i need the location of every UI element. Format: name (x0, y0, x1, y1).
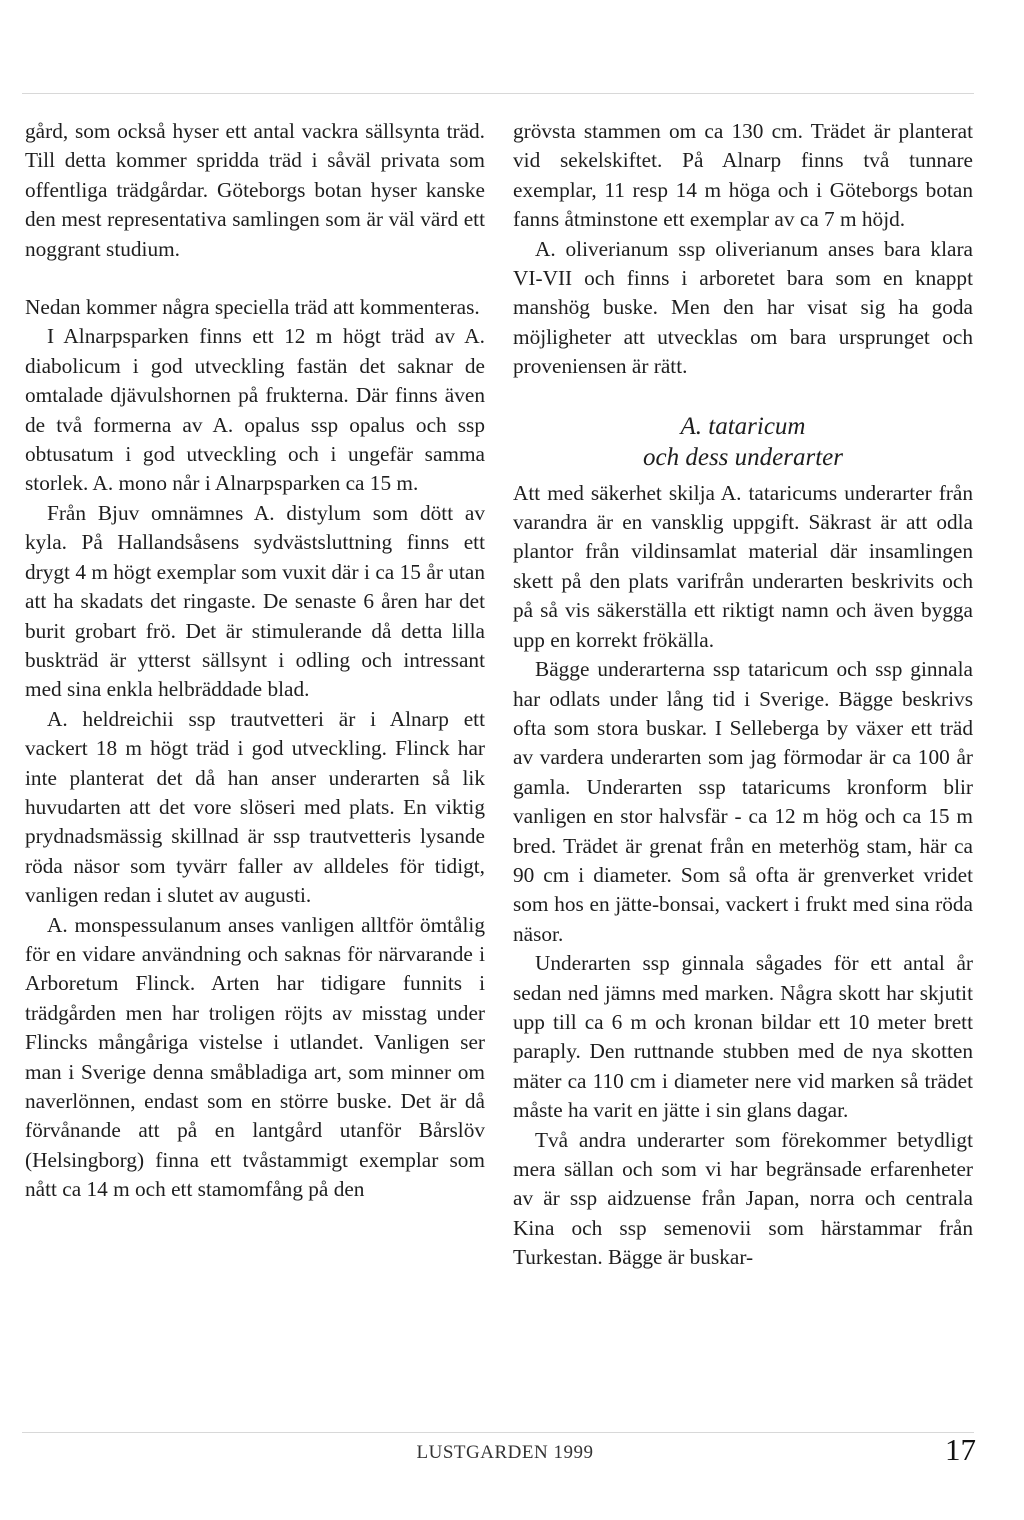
left-column (25, 117, 485, 1205)
right-column (513, 117, 973, 1273)
bottom-rule (22, 1432, 974, 1433)
section-heading-line-1: A. tataricum (680, 412, 806, 440)
right-paragraph-6: Två andra underarter som förekommer betydligt mera sällan och som vi har begränsade erfarenheter av är ssp aidzuense från Japan, norra och centrala Kina och ssp semenovii som härstammar från Turkestan. Bägge är buskar- (513, 1127, 973, 1270)
left-paragraph-2: Nedan kommer några speciella träd att kommenteras. (25, 295, 480, 320)
footer-publication-title: LUSTGARDEN 1999 (416, 1442, 594, 1463)
right-paragraph-3: Att med säkerhet skilja A. tataricums underarter från varandra är en vansklig uppgift. Säkrast är att odla plantor från vildinsamlat material där insamlingen skett på den plats varifrån underarten beskrivits och på så vis säkerställa ett riktigt namn och även bygga upp en korrekt frökälla. (513, 480, 973, 652)
section-heading (513, 411, 973, 473)
left-paragraph-3: I Alnarpsparken finns ett 12 m högt träd av A. diabolicum i god utveckling fastän det saknar de omtalade djävulshornen på frukterna. Där finns även de två formerna av A. opalus ssp opalus och ssp obtusatum i god utveckling och i ungefär samma storlek. A. mono når i Alnarpsparken ca 15 m. (25, 324, 485, 496)
top-rule (22, 93, 974, 94)
left-paragraph-4: Från Bjuv omnämnes A. distylum som dött av kyla. På Hallandsåsens sydvästsluttning finns ett drygt 4 m högt exemplar som vuxit där i ca 15 år utan att ha skadats det ringaste. De senaste 6 åren har det burit grobart frö. Det är stimulerande då detta lilla buskträd är ytterst sällsynt i odling och intressant med sina enkla helbräddade blad. (25, 500, 485, 702)
left-paragraph-6: A. monspessulanum anses vanligen alltför ömtålig för en vidare användning och saknas för närvarande i Arboretum Flinck. Arten har tidigare funnits i trädgården men har troligen röjts av misstag under Flincks mångåriga vistelse i utlandet. Vanligen ser man i Sverige denna småbladiga art, som minner om naverlönnen, endast som en större buske. Det är då förvånande att på en lantgård utanför Bårslöv (Helsingborg) finna ett tvåstammigt exemplar som nått ca 14 m och ett stamomfång på den (25, 912, 485, 1202)
right-paragraph-5: Underarten ssp ginnala sågades för ett antal år sedan ned jämns med marken. Några skott har skjutit upp till ca 6 m och kronan bildar ett 10 meter brett paraply. Den ruttnande stubben med de nya skotten mäter ca 110 cm i diameter nere vid marken så trädet måste ha varit en jätte i sin glans dagar. (513, 951, 973, 1123)
left-paragraph-5: A. heldreichii ssp trautvetteri är i Alnarp ett vackert 18 m högt träd i god utveckling. Flinck har inte planterat det då han anser underarten så lik huvudarten att det vore slöseri med plats. En viktig prydnadsmässig skillnad är ssp trautvetteris lysande röda näsor som tyvärr faller av alldeles för tidigt, vanligen redan i slutet av augusti. (25, 706, 485, 908)
right-paragraph-1: grövsta stammen om ca 130 cm. Trädet är planterat vid sekelskiftet. På Alnarp finns två tunnare exemplar, 11 resp 14 m höga och i Göteborgs botan fanns åtminstone ett exemplar av ca 7 m höjd. (513, 119, 973, 232)
right-paragraph-2: A. oliverianum ssp oliverianum anses bara klara VI-VII och finns i arboretet bara som en knappt manshög buske. Men den har visat sig ha goda möjligheter att utvecklas om bara ursprunget och proveniensen är rätt. (513, 236, 973, 379)
page-number: 17 (945, 1432, 976, 1467)
left-paragraph-1: gård, som också hyser ett antal vackra sällsynta träd. Till detta kommer spridda träd i såväl privata som offentliga trädgårdar. Göteborgs botan hyser kanske den mest representativa samlingen som är väl värd ett noggrant studium. (25, 119, 485, 261)
section-heading-line-2: och dess underarter (643, 443, 843, 471)
right-paragraph-4: Bägge underarterna ssp tataricum och ssp ginnala har odlats under lång tid i Sverige. Bägge beskrivs ofta som stora buskar. I Selleberga by växer ett träd av vardera underarten som jag förmodar är ca 100 år gamla. Underarten ssp tataricums kronform blir vanligen en stor halvsfär - ca 12 m hög och ca 15 m bred. Trädet är grenat från en meterhög stam, här ca 90 cm i diameter. Som så ofta är grenverket vridet som hos en jätte-bonsai, vackert i frukt med sina röda näsor. (513, 657, 973, 946)
